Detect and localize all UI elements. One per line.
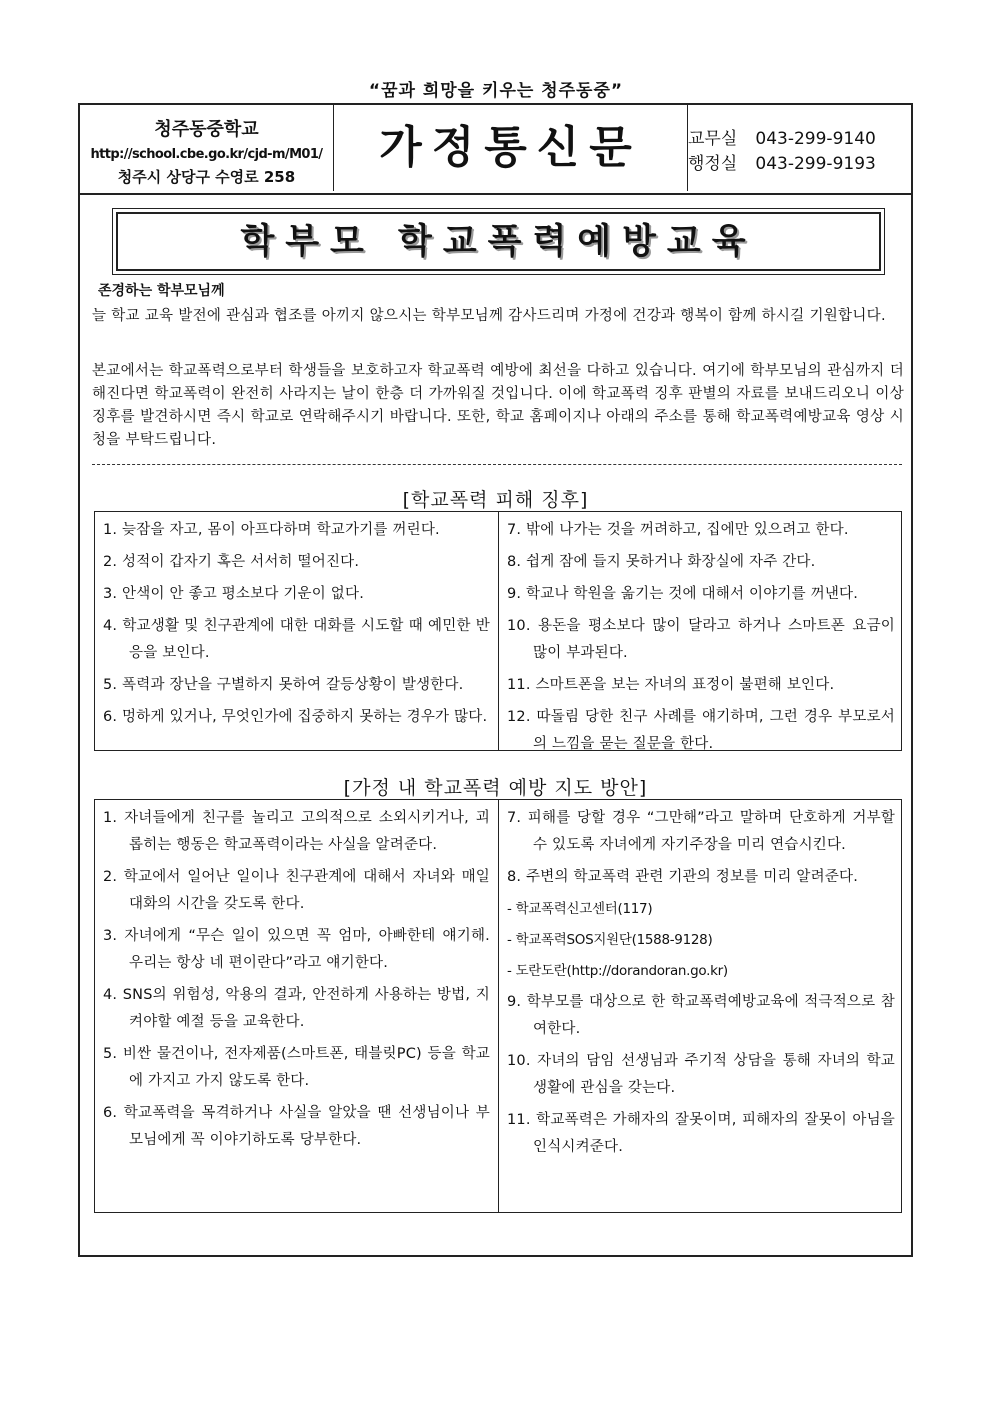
list-item: 7. 피해를 당할 경우 “그만해”라고 말하며 단호하게 거부할 수 있도록 자녀에게 자기주장을 미리 연습시킨다.	[507, 810, 895, 853]
list-item: 9. 학교나 학원을 옮기는 것에 대해서 이야기를 꺼낸다.	[507, 586, 859, 602]
body-paragraph: 본교에서는 학교폭력으로부터 학생들을 보호하고자 학교폭력 예방에 최선을 다하고 있습니다. 여기에 학부모님의 관심까지 더해진다면 학교폭력이 완전히 사라지는 날이 한층 더 가까워질 것입니다. 이에 학교폭력 징후 판별의 자료를 보내드리오니 이상 징후를 발견하시면 즉시 학교로 연락해주시기 바랍니다. 또한, 학교 홈페이지나 아래의 주소를 통해 학교폭력예방교육 영상 시청을 부탁드립니다.	[92, 363, 904, 448]
guide-left-column	[95, 800, 499, 1212]
document-title-box	[112, 208, 885, 275]
school-address: 청주시 상당구 수영로 258	[117, 168, 296, 186]
newsletter-title: 가정통신문	[334, 105, 688, 191]
resource-item: - 학교폭력신고센터(117)	[507, 901, 653, 917]
intro-paragraph: 늘 학교 교육 발전에 관심과 협조를 아끼지 않으시는 학부모님께 감사드리며 가정에 건강과 행복이 함께 하시길 기원합니다.	[92, 308, 886, 324]
signs-section-title: [학교폭력 피해 징후]	[402, 489, 589, 511]
dashed-divider	[92, 464, 902, 465]
list-item: 12. 따돌림 당한 친구 사례를 얘기하며, 그런 경우 부모로서의 느낌을 묻는 질문을 한다.	[507, 709, 895, 752]
list-item: 3. 안색이 안 좋고 평소보다 기운이 없다.	[103, 586, 365, 602]
list-item: 5. 비싼 물건이나, 전자제품(스마트폰, 태블릿PC) 등을 학교에 가지고 가지 않도록 한다.	[103, 1046, 490, 1089]
signs-right-column	[499, 512, 903, 750]
list-item: 4. 학교생활 및 친구관계에 대한 대화를 시도할 때 예민한 반응을 보인다.	[103, 618, 490, 661]
list-item: 8. 주변의 학교폭력 관련 기관의 정보를 미리 알려준다.	[507, 869, 859, 885]
contact-phone: 043-299-9140	[755, 129, 876, 149]
guide-section-title: [가정 내 학교폭력 예방 지도 방안]	[343, 777, 648, 799]
signs-table	[94, 511, 902, 751]
contact-label: 교무실	[688, 129, 738, 149]
contact-label: 행정실	[688, 154, 738, 174]
greeting: 존경하는 학부모님께	[98, 283, 225, 299]
newsletter-frame	[78, 103, 913, 1257]
contact-phone: 043-299-9193	[755, 154, 876, 174]
list-item: 5. 폭력과 장난을 구별하지 못하여 갈등상황이 발생한다.	[103, 677, 464, 693]
list-item: 6. 학교폭력을 목격하거나 사실을 알았을 땐 선생님이나 부모님에게 꼭 이야기하도록 당부한다.	[103, 1105, 490, 1148]
guide-table	[94, 799, 902, 1213]
list-item: 6. 멍하게 있거나, 무엇인가에 집중하지 못하는 경우가 많다.	[103, 709, 488, 725]
contact-row	[688, 127, 908, 152]
signs-left-column	[95, 512, 499, 750]
school-slogan: “꿈과 희망을 키우는 청주동중”	[368, 81, 624, 101]
list-item: 8. 쉽게 잠에 들지 못하거나 화장실에 자주 간다.	[507, 554, 816, 570]
list-item: 1. 늦잠을 자고, 몸이 아프다하며 학교가기를 꺼린다.	[103, 522, 440, 538]
list-item: 1. 자녀들에게 친구를 놀리고 고의적으로 소외시키거나, 괴롭히는 행동은 학교폭력이라는 사실을 알려준다.	[103, 810, 490, 853]
contact-info	[688, 127, 908, 177]
resource-item: - 학교폭력SOS지원단(1588-9128)	[507, 932, 713, 948]
school-info	[80, 105, 334, 191]
contact-row	[688, 152, 908, 177]
list-item: 2. 학교에서 일어난 일이나 친구관계에 대해서 자녀와 매일 대화의 시간을 갖도록 한다.	[103, 869, 490, 912]
school-name: 청주동중학교	[154, 119, 259, 140]
document-title: 학부모 학교폭력예방교육	[116, 212, 881, 271]
resource-item: - 도란도란(http://dorandoran.go.kr)	[507, 963, 728, 979]
list-item: 4. SNS의 위험성, 악용의 결과, 안전하게 사용하는 방법, 지켜야할 예절 등을 교육한다.	[103, 987, 490, 1030]
guide-right-column	[499, 800, 903, 1212]
list-item: 11. 스마트폰을 보는 자녀의 표정이 불편해 보인다.	[507, 677, 835, 693]
list-item: 11. 학교폭력은 가해자의 잘못이며, 피해자의 잘못이 아님을 인식시켜준다.	[507, 1112, 895, 1155]
list-item: 9. 학부모를 대상으로 한 학교폭력예방교육에 적극적으로 참여한다.	[507, 994, 895, 1037]
newsletter-header	[80, 105, 911, 195]
list-item: 2. 성적이 갑자기 혹은 서서히 떨어진다.	[103, 554, 360, 570]
list-item: 3. 자녀에게 “무슨 일이 있으면 꼭 엄마, 아빠한테 얘기해. 우리는 항상 네 편이란다”라고 얘기한다.	[103, 928, 490, 971]
list-item: 10. 용돈을 평소보다 많이 달라고 하거나 스마트폰 요금이 많이 부과된다.	[507, 618, 895, 661]
list-item: 10. 자녀의 담임 선생님과 주기적 상담을 통해 자녀의 학교생활에 관심을 갖는다.	[507, 1053, 895, 1096]
school-url: http://school.cbe.go.kr/cjd-m/M01/	[90, 147, 323, 162]
list-item: 7. 밖에 나가는 것을 꺼려하고, 집에만 있으려고 한다.	[507, 522, 849, 538]
